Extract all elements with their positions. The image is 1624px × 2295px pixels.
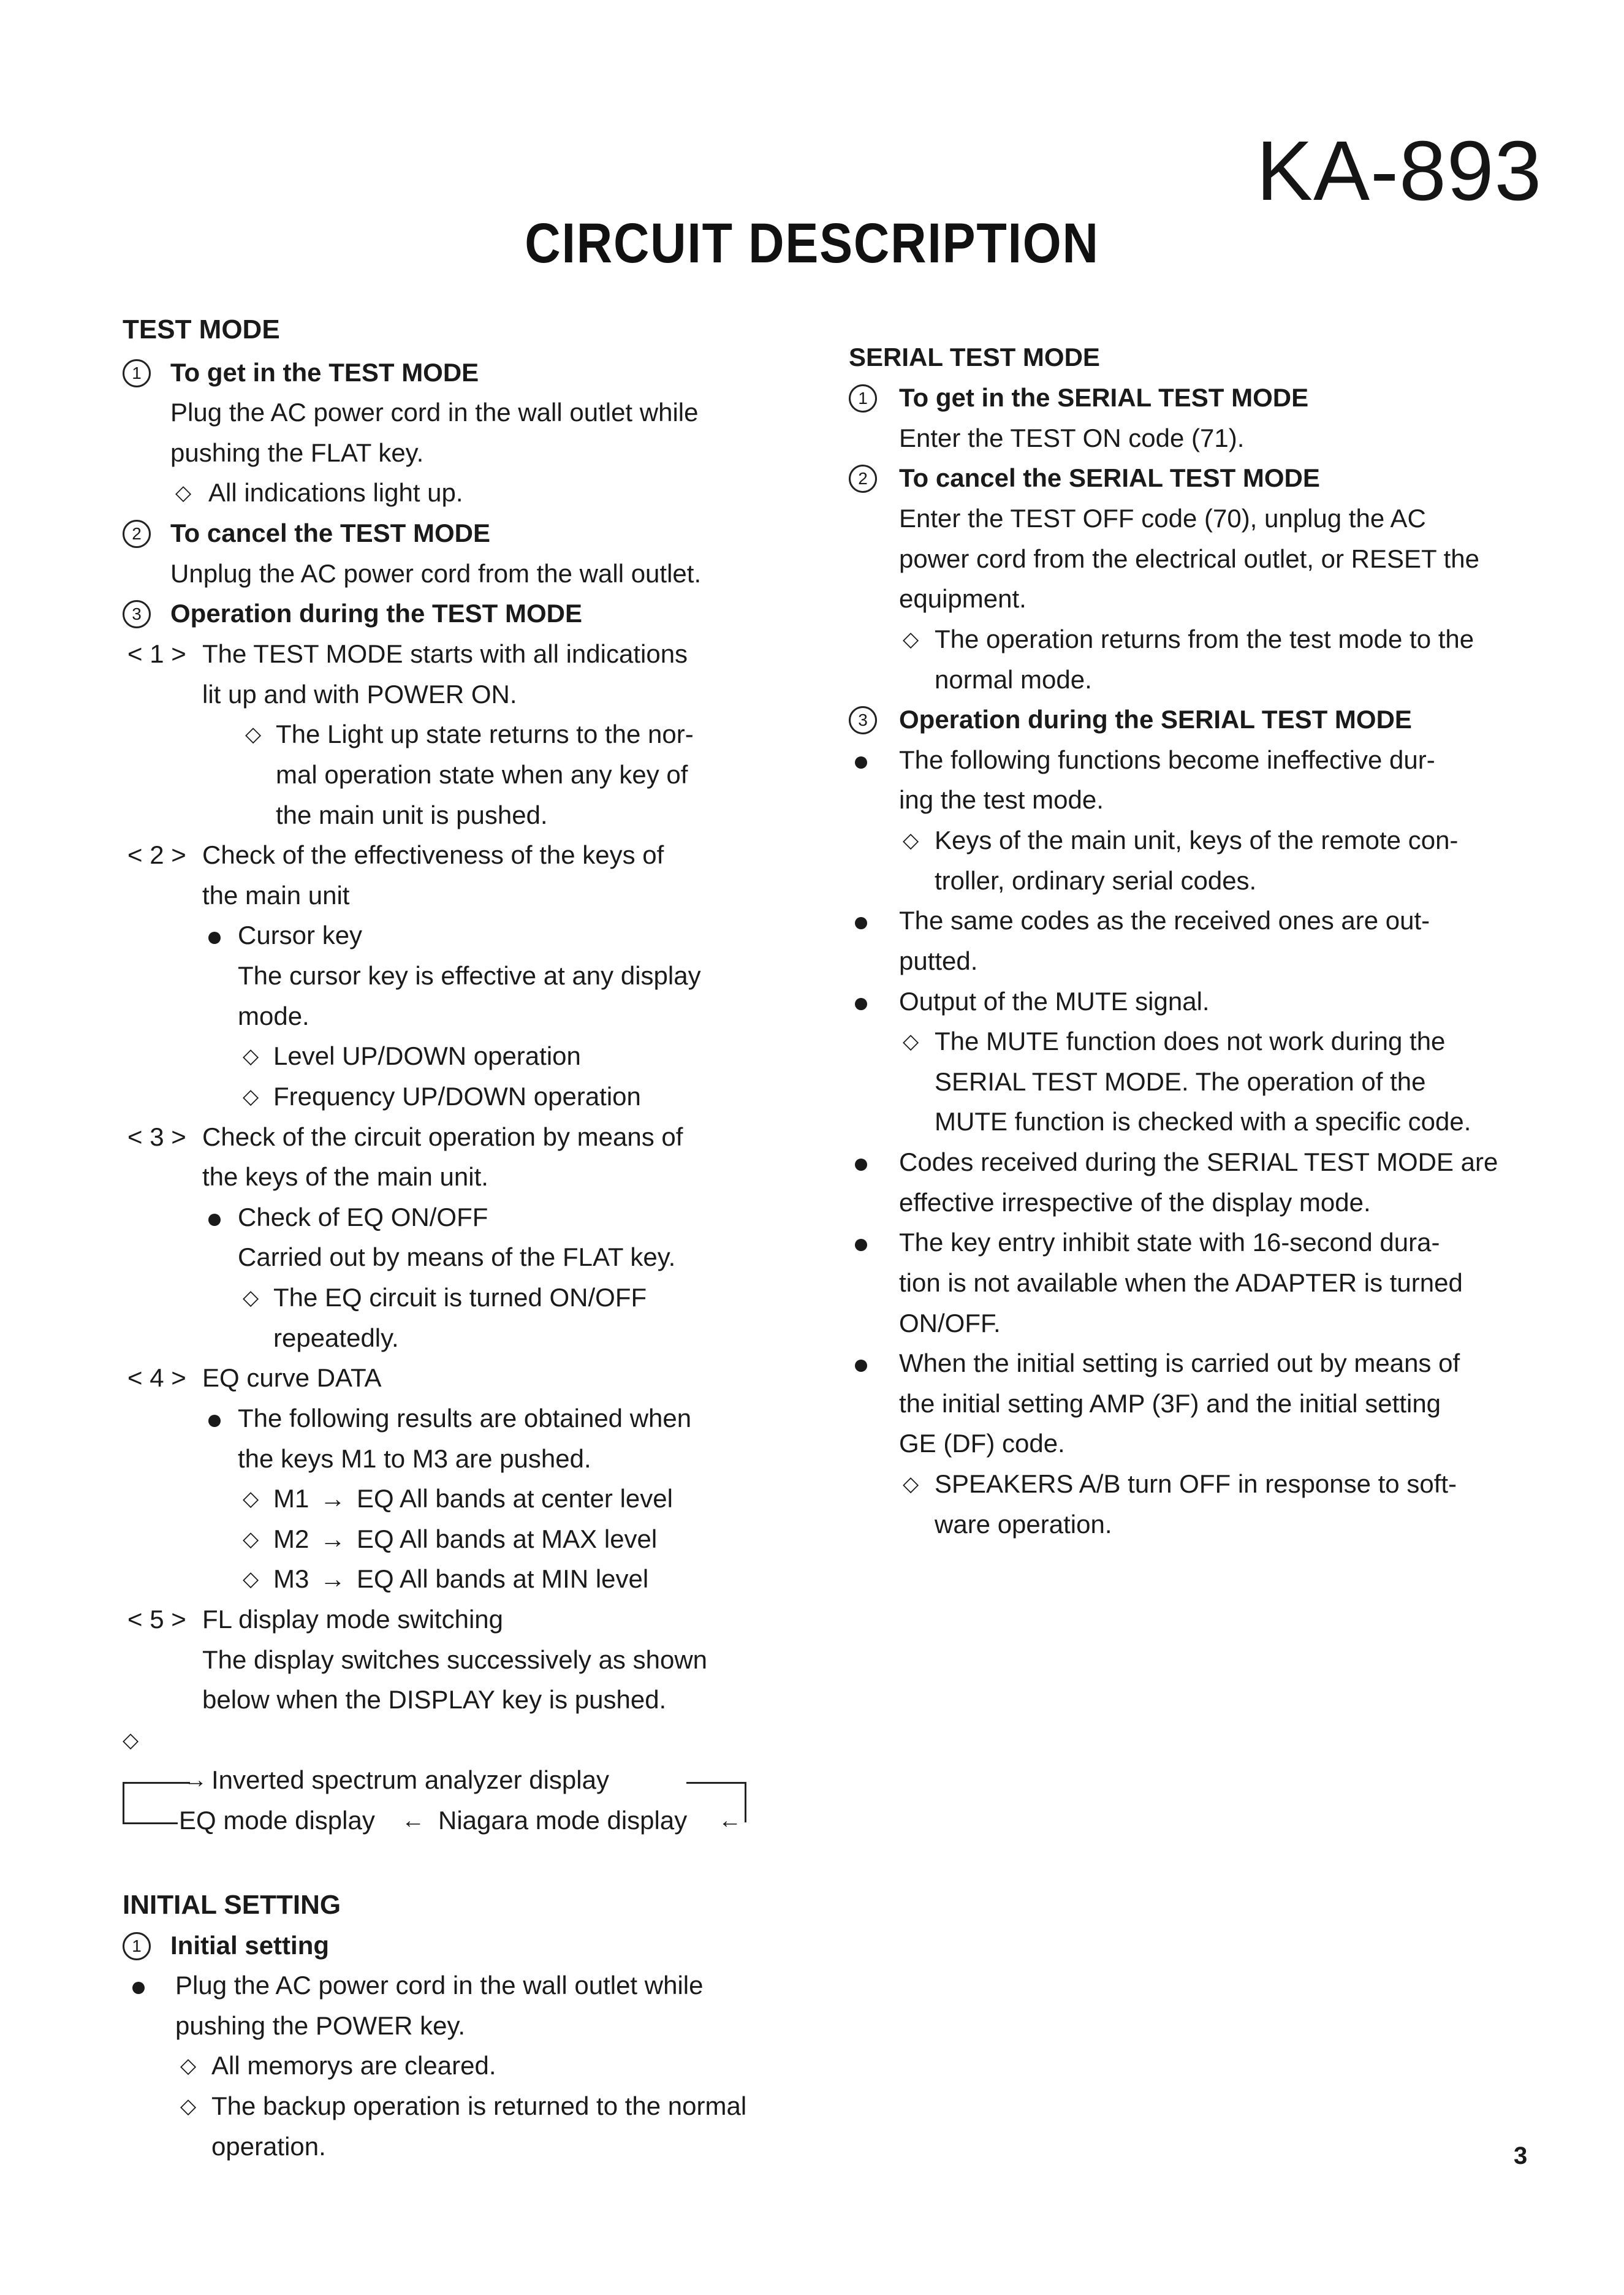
text-line: ON/OFF.	[899, 1309, 1001, 1338]
text-line: GE (DF) code.	[899, 1429, 1065, 1458]
arrow-left-icon: ←	[718, 1808, 742, 1833]
diamond-icon: ◇	[180, 2095, 197, 2118]
bullet-icon	[855, 743, 867, 777]
key-label: M3	[273, 1564, 309, 1593]
text-line: the keys of the main unit.	[202, 1162, 488, 1191]
step-title: Operation during the TEST MODE	[170, 599, 582, 628]
step-title: To cancel the SERIAL TEST MODE	[899, 463, 1320, 492]
note-text: EQ All bands at MIN level	[357, 1564, 649, 1593]
bullet-icon	[208, 918, 221, 953]
text-line: ing the test mode.	[899, 785, 1104, 814]
circled-number-icon: 3	[123, 600, 151, 628]
text-line: equipment.	[899, 584, 1026, 613]
bullet-icon	[208, 1401, 221, 1436]
note-text: SPEAKERS A/B turn OFF in response to soft-	[935, 1469, 1457, 1498]
circled-number-icon: 1	[849, 384, 877, 413]
cycle-bracket-bottom	[123, 1822, 178, 1824]
text-line: Check of the circuit operation by means of	[202, 1122, 683, 1151]
step-2-marker	[849, 461, 877, 495]
note-text: The backup operation is returned to the normal	[211, 2091, 747, 2120]
bullet-icon	[855, 1145, 867, 1179]
text-line: pushing the FLAT key.	[170, 438, 424, 467]
text-line: the keys M1 to M3 are pushed.	[238, 1444, 591, 1473]
section-heading-initial-setting: INITIAL SETTING	[123, 1890, 341, 1920]
page-title: CIRCUIT DESCRIPTION	[525, 212, 1099, 275]
step-3-marker	[849, 702, 877, 737]
item-tag: < 4 >	[127, 1363, 186, 1392]
cycle-bracket-right	[745, 1782, 746, 1822]
text-line: Check of the effectiveness of the keys of	[202, 840, 664, 869]
note-text: MUTE function is checked with a specific code.	[935, 1107, 1471, 1136]
cycle-bracket-top	[123, 1782, 190, 1784]
item-tag: < 5 >	[127, 1605, 186, 1634]
note-text: the main unit is pushed.	[276, 801, 548, 829]
section-heading-serial-test-mode: SERIAL TEST MODE	[849, 343, 1100, 371]
text-line: putted.	[899, 946, 978, 975]
step-1-marker	[123, 1928, 151, 1963]
diamond-icon: ◇	[180, 2054, 197, 2077]
note-text: The Light up state returns to the nor-	[276, 720, 694, 748]
text-line: FL display mode switching	[202, 1605, 503, 1634]
key-label: M2	[273, 1524, 309, 1553]
bullet-text: Cursor key	[238, 921, 363, 950]
note-text: troller, ordinary serial codes.	[935, 866, 1257, 895]
note-text: All indications light up.	[208, 478, 463, 507]
step-title: To cancel the TEST MODE	[170, 519, 490, 547]
bullet-text: The following functions become ineffective dur-	[899, 745, 1435, 774]
diamond-icon: ◇	[903, 628, 919, 651]
note-text: normal mode.	[935, 665, 1092, 694]
step-title: To get in the SERIAL TEST MODE	[899, 383, 1309, 412]
bullet-text: The key entry inhibit state with 16-second dura-	[899, 1228, 1440, 1257]
note-text: mal operation state when any key of	[276, 760, 688, 789]
circled-number-icon: 2	[849, 465, 877, 493]
text-line: Enter the TEST ON code (71).	[899, 424, 1245, 452]
page-number: 3	[1514, 2142, 1528, 2169]
bullet-text: Codes received during the SERIAL TEST MODE are	[899, 1148, 1498, 1176]
text-line: Carried out by means of the FLAT key.	[238, 1243, 676, 1271]
step-3-marker	[123, 596, 151, 631]
cycle-step: Inverted spectrum analyzer display	[211, 1765, 609, 1794]
text-line: EQ curve DATA	[202, 1363, 382, 1392]
arrow-right-icon: →	[184, 1767, 207, 1793]
step-1-marker	[123, 356, 151, 390]
diamond-icon: ◇	[243, 1085, 259, 1108]
circled-number-icon: 1	[123, 359, 151, 387]
step-title: To get in the TEST MODE	[170, 358, 479, 387]
diamond-icon: ◇	[903, 829, 919, 852]
note-text: operation.	[211, 2132, 326, 2161]
step-title: Operation during the SERIAL TEST MODE	[899, 705, 1412, 734]
text-line: lit up and with POWER ON.	[202, 680, 517, 709]
note-text: The MUTE function does not work during the	[935, 1027, 1446, 1056]
note-text: ware operation.	[935, 1510, 1112, 1539]
cycle-step: Niagara mode display	[438, 1806, 688, 1835]
step-1-marker	[849, 381, 877, 415]
bullet-text: Plug the AC power cord in the wall outlet while	[175, 1971, 704, 2000]
note-text: EQ All bands at MAX level	[357, 1524, 658, 1553]
step-2-marker	[123, 516, 151, 550]
section-heading-test-mode: TEST MODE	[123, 314, 280, 344]
diamond-icon: ◇	[123, 1729, 139, 1752]
item-tag: < 3 >	[127, 1122, 186, 1151]
note-text: SERIAL TEST MODE. The operation of the	[935, 1067, 1426, 1096]
text-line: The display switches successively as shown	[202, 1645, 708, 1674]
note-text: Keys of the main unit, keys of the remote con-	[935, 826, 1459, 854]
arrow-right-icon: →	[320, 1564, 346, 1593]
diamond-icon: ◇	[903, 1030, 919, 1053]
item-tag: < 1 >	[127, 639, 186, 668]
text-line: power cord from the electrical outlet, or RESET the	[899, 544, 1479, 573]
diamond-icon: ◇	[243, 1567, 259, 1591]
bullet-icon	[132, 1968, 145, 2003]
bullet-icon	[208, 1200, 221, 1235]
text-line: The TEST MODE starts with all indications	[202, 639, 688, 668]
diamond-icon: ◇	[175, 481, 192, 504]
text-line: below when the DISPLAY key is pushed.	[202, 1685, 667, 1714]
cycle-bracket-left	[123, 1782, 124, 1822]
note-text: repeatedly.	[273, 1323, 399, 1352]
text-line: mode.	[238, 1002, 309, 1030]
model-number: KA-893	[1256, 124, 1542, 218]
bullet-icon	[855, 904, 867, 938]
item-tag: < 2 >	[127, 840, 186, 869]
note-text: Frequency UP/DOWN operation	[273, 1082, 641, 1111]
circled-number-icon: 1	[123, 1932, 151, 1960]
bullet-text: Check of EQ ON/OFF	[238, 1203, 488, 1231]
arrow-right-icon: →	[320, 1484, 346, 1513]
text-line: the main unit	[202, 881, 350, 910]
bullet-text: When the initial setting is carried out by means of	[899, 1349, 1460, 1377]
circled-number-icon: 2	[123, 520, 151, 548]
circled-number-icon: 3	[849, 706, 877, 734]
bullet-icon	[855, 984, 867, 1019]
bullet-text: The same codes as the received ones are out-	[899, 906, 1430, 935]
cycle-bracket-top-right	[686, 1782, 745, 1784]
arrow-left-icon: ←	[401, 1808, 425, 1833]
text-line: Enter the TEST OFF code (70), unplug the AC	[899, 504, 1426, 533]
note-text: The EQ circuit is turned ON/OFF	[273, 1283, 647, 1312]
arrow-right-icon: →	[320, 1524, 346, 1553]
text-line: tion is not available when the ADAPTER is turned	[899, 1268, 1463, 1297]
cycle-step: EQ mode display	[179, 1806, 375, 1835]
key-label: M1	[273, 1484, 309, 1513]
note-text: Level UP/DOWN operation	[273, 1041, 581, 1070]
text-line: the initial setting AMP (3F) and the initial setting	[899, 1389, 1441, 1418]
text-line: Plug the AC power cord in the wall outlet while	[170, 398, 699, 427]
diamond-icon: ◇	[243, 1286, 259, 1309]
note-text: The operation returns from the test mode to the	[935, 625, 1474, 653]
diamond-icon: ◇	[243, 1487, 259, 1510]
bullet-icon	[855, 1346, 867, 1380]
bullet-icon	[855, 1225, 867, 1260]
diamond-icon: ◇	[243, 1045, 259, 1068]
note-text: All memorys are cleared.	[211, 2051, 496, 2080]
text-line: Unplug the AC power cord from the wall outlet.	[170, 559, 702, 588]
text-line: The cursor key is effective at any display	[238, 961, 701, 990]
diamond-icon: ◇	[245, 723, 262, 746]
note-text: EQ All bands at center level	[357, 1484, 673, 1513]
text-line: pushing the POWER key.	[175, 2011, 466, 2040]
diamond-icon: ◇	[903, 1472, 919, 1496]
step-title: Initial setting	[170, 1931, 330, 1960]
bullet-text: The following results are obtained when	[238, 1404, 692, 1433]
text-line: effective irrespective of the display mode.	[899, 1188, 1371, 1217]
bullet-text: Output of the MUTE signal.	[899, 987, 1210, 1016]
diamond-icon: ◇	[243, 1528, 259, 1551]
